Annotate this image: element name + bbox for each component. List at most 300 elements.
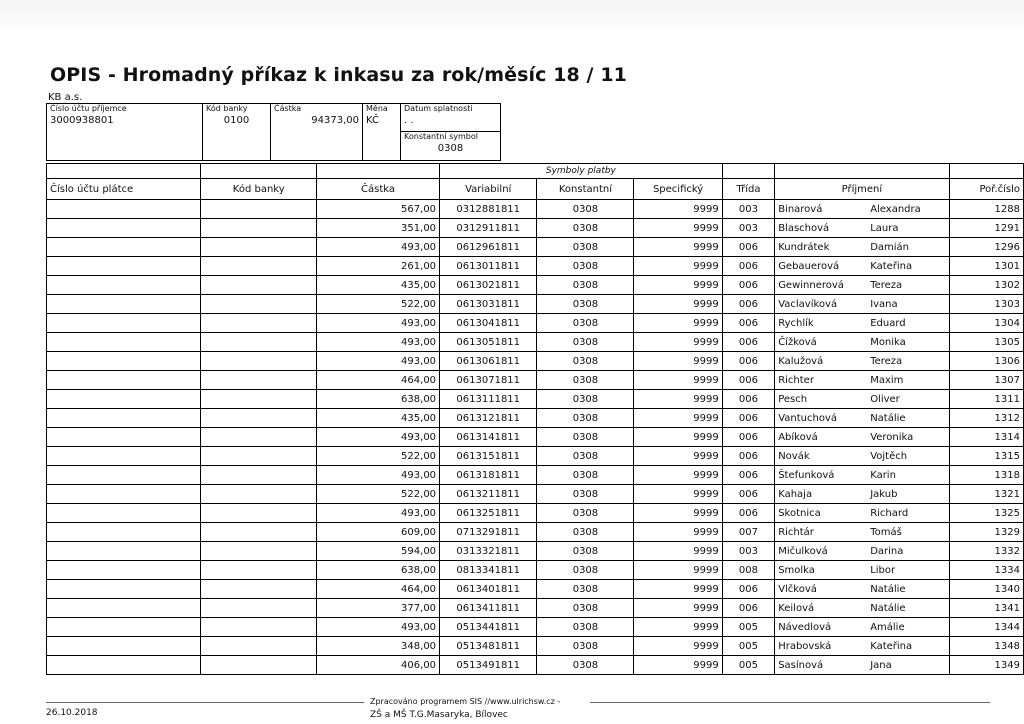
amount-cell: 377,00: [317, 599, 440, 618]
first-name: Laura: [870, 222, 899, 234]
surname: Skotnica: [778, 507, 821, 519]
order-number-cell: 1321: [949, 485, 1023, 504]
name-cell: [775, 314, 949, 333]
surname: Vantuchová: [778, 412, 837, 424]
class-cell: 006: [722, 352, 774, 371]
col-constant: Konstantní: [537, 179, 634, 200]
header-summary-table: [46, 103, 501, 161]
amount-cell: 493,00: [317, 352, 440, 371]
table-row: [47, 352, 1024, 371]
payer-account-cell: [47, 599, 201, 618]
first-name: Eduard: [870, 317, 906, 329]
constant-symbol-cell: 0308: [537, 295, 634, 314]
payer-account-cell: [47, 314, 201, 333]
class-cell: 006: [722, 257, 774, 276]
payer-account-cell: [47, 219, 201, 238]
table-row: [47, 637, 1024, 656]
order-number-cell: 1301: [949, 257, 1023, 276]
col-amount: Částka: [317, 179, 440, 200]
constant-symbol-cell: 0308: [537, 276, 634, 295]
table-row: [47, 561, 1024, 580]
bank-code-cell: [201, 409, 317, 428]
footer-date: 26.10.2018: [46, 708, 98, 718]
amount-cell: 435,00: [317, 276, 440, 295]
first-name: Kateřina: [870, 260, 913, 272]
constant-symbol-cell: 0308: [537, 561, 634, 580]
bank-code-cell: [201, 276, 317, 295]
amount-cell: 522,00: [317, 485, 440, 504]
class-cell: 006: [722, 428, 774, 447]
surname: Mičulková: [778, 545, 828, 557]
class-cell: 006: [722, 485, 774, 504]
constant-symbol-cell: 0308: [537, 333, 634, 352]
surname: Smolka: [778, 564, 815, 576]
name-cell: [775, 523, 949, 542]
variable-symbol-cell: 0312911811: [440, 219, 537, 238]
constant-symbol-cell: 0308: [537, 637, 634, 656]
order-number-cell: 1332: [949, 542, 1023, 561]
specific-symbol-cell: 9999: [634, 447, 722, 466]
variable-symbol-cell: 0312881811: [440, 200, 537, 219]
name-cell: [775, 409, 949, 428]
bank-code-cell: [201, 352, 317, 371]
specific-symbol-cell: 9999: [634, 561, 722, 580]
first-name: Tomáš: [870, 526, 902, 538]
bank-code-cell: [201, 428, 317, 447]
name-cell: [775, 618, 949, 637]
amount-cell: 567,00: [317, 200, 440, 219]
bank-code-cell: [201, 485, 317, 504]
order-number-cell: 1307: [949, 371, 1023, 390]
table-row: [47, 219, 1024, 238]
name-cell: [775, 295, 949, 314]
constant-symbol-cell: 0308: [537, 390, 634, 409]
footer-processed-by: Zpracováno programem SIS //www.ulrichsw.cz -: [370, 697, 561, 706]
surname: Binarová: [778, 203, 823, 215]
name-cell: [775, 371, 949, 390]
name-cell: [775, 333, 949, 352]
bank-code-cell: [201, 504, 317, 523]
amount-cell: 493,00: [317, 504, 440, 523]
payer-account-cell: [47, 333, 201, 352]
bank-code-value: 0100: [223, 115, 250, 126]
constant-symbol-cell: 0308: [537, 504, 634, 523]
first-name: Veronika: [870, 431, 914, 443]
first-name: Alexandra: [870, 203, 921, 215]
class-cell: 006: [722, 409, 774, 428]
payer-account-cell: [47, 618, 201, 637]
name-cell: [775, 428, 949, 447]
bank-code-cell: [201, 257, 317, 276]
specific-symbol-cell: 9999: [634, 504, 722, 523]
table-row: [47, 542, 1024, 561]
class-cell: 005: [722, 656, 774, 675]
table-row: [47, 656, 1024, 675]
name-cell: [775, 447, 949, 466]
constant-symbol-cell: 0308: [537, 219, 634, 238]
bank-code-cell: [201, 295, 317, 314]
table-row: [47, 390, 1024, 409]
class-cell: 006: [722, 447, 774, 466]
first-name: Monika: [870, 336, 906, 348]
amount-cell: 493,00: [317, 238, 440, 257]
payer-account-cell: [47, 257, 201, 276]
class-cell: 006: [722, 238, 774, 257]
name-cell: [775, 200, 949, 219]
class-cell: 006: [722, 599, 774, 618]
specific-symbol-cell: 9999: [634, 200, 722, 219]
first-name: Karin: [870, 469, 896, 481]
first-name: Natálie: [870, 602, 906, 614]
table-row: [47, 580, 1024, 599]
due-date-label: Datum splatnosti: [404, 104, 473, 113]
class-cell: 006: [722, 314, 774, 333]
order-number-cell: 1341: [949, 599, 1023, 618]
bank-code-cell: [201, 219, 317, 238]
surname: Vlčková: [778, 583, 817, 595]
table-row: [47, 599, 1024, 618]
amount-cell: 464,00: [317, 580, 440, 599]
class-cell: 006: [722, 504, 774, 523]
variable-symbol-cell: 0613121811: [440, 409, 537, 428]
table-row: [47, 276, 1024, 295]
recipient-account-value: 3000938801: [50, 115, 114, 126]
order-number-cell: 1340: [949, 580, 1023, 599]
constant-symbol-label: Konstantní symbol: [404, 132, 478, 141]
specific-symbol-cell: 9999: [634, 428, 722, 447]
amount-cell: 638,00: [317, 561, 440, 580]
surname: Gebauerová: [778, 260, 840, 272]
specific-symbol-cell: 9999: [634, 618, 722, 637]
variable-symbol-cell: 0513491811: [440, 656, 537, 675]
order-number-cell: 1305: [949, 333, 1023, 352]
specific-symbol-cell: 9999: [634, 409, 722, 428]
constant-symbol-cell: 0308: [537, 428, 634, 447]
bank-code-cell: [201, 561, 317, 580]
variable-symbol-cell: 0613401811: [440, 580, 537, 599]
payer-account-cell: [47, 276, 201, 295]
constant-symbol-cell: 0308: [537, 352, 634, 371]
payer-account-cell: [47, 542, 201, 561]
order-number-cell: 1288: [949, 200, 1023, 219]
table-row: [47, 485, 1024, 504]
amount-cell: 261,00: [317, 257, 440, 276]
order-number-cell: 1314: [949, 428, 1023, 447]
constant-symbol-cell: 0308: [537, 580, 634, 599]
payer-account-cell: [47, 466, 201, 485]
class-cell: 006: [722, 580, 774, 599]
class-cell: 006: [722, 295, 774, 314]
bank-code-cell: [201, 580, 317, 599]
col-class: Třída: [722, 179, 774, 200]
payer-account-cell: [47, 561, 201, 580]
order-number-cell: 1306: [949, 352, 1023, 371]
name-cell: [775, 352, 949, 371]
col-bank-code: Kód banky: [201, 179, 317, 200]
order-number-cell: 1318: [949, 466, 1023, 485]
footer-rule-left: [46, 702, 364, 703]
order-number-cell: 1311: [949, 390, 1023, 409]
surname: Blaschová: [778, 222, 830, 234]
amount-cell: 493,00: [317, 428, 440, 447]
table-row: [47, 314, 1024, 333]
surname: Keilová: [778, 602, 815, 614]
specific-symbol-cell: 9999: [634, 637, 722, 656]
specific-symbol-cell: 9999: [634, 276, 722, 295]
surname: Kundrátek: [778, 241, 830, 253]
payer-account-cell: [47, 390, 201, 409]
name-cell: [775, 599, 949, 618]
recipient-account-label: Číslo účtu příjemce: [50, 104, 127, 113]
page-title: OPIS - Hromadný příkaz k inkasu za rok/měsíc 18 / 11: [50, 64, 627, 86]
due-date-cell: [401, 104, 501, 161]
name-cell: [775, 561, 949, 580]
name-cell: [775, 656, 949, 675]
bank-code-cell: [201, 523, 317, 542]
amount-cell: 522,00: [317, 447, 440, 466]
variable-symbol-cell: 0613011811: [440, 257, 537, 276]
specific-symbol-cell: 9999: [634, 599, 722, 618]
class-cell: 006: [722, 333, 774, 352]
amount-label: Částka: [274, 104, 302, 113]
bank-code-cell: [201, 466, 317, 485]
constant-symbol-cell: 0308: [537, 257, 634, 276]
class-cell: 005: [722, 637, 774, 656]
variable-symbol-cell: 0613411811: [440, 599, 537, 618]
first-name: Natálie: [870, 583, 906, 595]
payer-account-cell: [47, 371, 201, 390]
bank-code-cell: [201, 371, 317, 390]
variable-symbol-cell: 0613051811: [440, 333, 537, 352]
class-cell: 007: [722, 523, 774, 542]
surname: Kahaja: [778, 488, 813, 500]
table-row: [47, 333, 1024, 352]
surname: Kalužová: [778, 355, 824, 367]
constant-symbol-cell: 0308: [537, 466, 634, 485]
specific-symbol-cell: 9999: [634, 333, 722, 352]
specific-symbol-cell: 9999: [634, 295, 722, 314]
payer-account-cell: [47, 409, 201, 428]
surname: Richter: [778, 374, 814, 386]
constant-symbol-cell: 0308: [537, 409, 634, 428]
amount-cell: 493,00: [317, 314, 440, 333]
surname: Richtár: [778, 526, 814, 538]
currency-cell: [363, 104, 401, 161]
constant-symbol-cell: 0308: [537, 656, 634, 675]
name-cell: [775, 257, 949, 276]
amount-cell: 493,00: [317, 618, 440, 637]
amount-cell: 594,00: [317, 542, 440, 561]
payer-account-cell: [47, 637, 201, 656]
constant-symbol-cell: 0308: [537, 447, 634, 466]
variable-symbol-cell: 0613251811: [440, 504, 537, 523]
col-surname: Příjmení: [775, 179, 949, 200]
table-row: [47, 409, 1024, 428]
variable-symbol-cell: 0613061811: [440, 352, 537, 371]
bank-code-cell: [201, 542, 317, 561]
payer-account-cell: [47, 428, 201, 447]
constant-symbol-cell: 0308: [537, 371, 634, 390]
bank-code-cell: [201, 238, 317, 257]
table-row: [47, 618, 1024, 637]
specific-symbol-cell: 9999: [634, 580, 722, 599]
order-number-cell: 1329: [949, 523, 1023, 542]
payer-account-cell: [47, 238, 201, 257]
constant-symbol-value: 0308: [437, 143, 464, 154]
bank-code-cell: [201, 618, 317, 637]
class-cell: 003: [722, 219, 774, 238]
surname: Vaclavíková: [778, 298, 838, 310]
first-name: Jana: [870, 659, 892, 671]
specific-symbol-cell: 9999: [634, 238, 722, 257]
payments-table: [46, 163, 1024, 675]
variable-symbol-cell: 0313321811: [440, 542, 537, 561]
payer-account-cell: [47, 200, 201, 219]
table-row: [47, 523, 1024, 542]
amount-cell: 348,00: [317, 637, 440, 656]
order-number-cell: 1348: [949, 637, 1023, 656]
class-cell: 006: [722, 276, 774, 295]
col-specific: Specifický: [634, 179, 722, 200]
amount-cell: 435,00: [317, 409, 440, 428]
class-cell: 005: [722, 618, 774, 637]
order-number-cell: 1296: [949, 238, 1023, 257]
surname: Čížková: [778, 336, 817, 348]
order-number-cell: 1303: [949, 295, 1023, 314]
first-name: Ivana: [870, 298, 898, 310]
currency-label: Měna: [366, 104, 388, 113]
order-number-cell: 1312: [949, 409, 1023, 428]
first-name: Amálie: [870, 621, 905, 633]
column-header-row: [47, 179, 1024, 200]
specific-symbol-cell: 9999: [634, 523, 722, 542]
bank-code-cell: [201, 656, 317, 675]
first-name: Richard: [870, 507, 909, 519]
table-row: [47, 466, 1024, 485]
class-cell: 006: [722, 390, 774, 409]
class-cell: 006: [722, 466, 774, 485]
due-date-value: . .: [404, 115, 414, 126]
variable-symbol-cell: 0613141811: [440, 428, 537, 447]
first-name: Oliver: [870, 393, 900, 405]
variable-symbol-cell: 0612961811: [440, 238, 537, 257]
recipient-account-cell: [47, 104, 203, 161]
specific-symbol-cell: 9999: [634, 314, 722, 333]
surname: Hrabovská: [778, 640, 832, 652]
bank-code-cell: [201, 200, 317, 219]
specific-symbol-cell: 9999: [634, 542, 722, 561]
payer-account-cell: [47, 447, 201, 466]
amount-cell: 493,00: [317, 333, 440, 352]
order-number-cell: 1315: [949, 447, 1023, 466]
first-name: Natálie: [870, 412, 906, 424]
variable-symbol-cell: 0613071811: [440, 371, 537, 390]
scan-shadow: [0, 0, 1024, 34]
surname: Sasínová: [778, 659, 824, 671]
first-name: Libor: [870, 564, 896, 576]
specific-symbol-cell: 9999: [634, 219, 722, 238]
amount-value: 94373,00: [311, 115, 359, 126]
order-number-cell: 1349: [949, 656, 1023, 675]
table-row: [47, 238, 1024, 257]
name-cell: [775, 637, 949, 656]
constant-symbol-cell: 0308: [537, 200, 634, 219]
surname: Rychlík: [778, 317, 814, 329]
surname: Abíková: [778, 431, 818, 443]
amount-cell: 406,00: [317, 656, 440, 675]
first-name: Darina: [870, 545, 904, 557]
variable-symbol-cell: 0613151811: [440, 447, 537, 466]
constant-symbol-cell: 0308: [537, 599, 634, 618]
bank-code-cell: [203, 104, 271, 161]
specific-symbol-cell: 9999: [634, 390, 722, 409]
amount-cell: 609,00: [317, 523, 440, 542]
bank-code-cell: [201, 599, 317, 618]
payer-account-cell: [47, 580, 201, 599]
footer-school: ZŠ a MŠ T.G.Masaryka, Bílovec: [370, 710, 508, 720]
variable-symbol-cell: 0513441811: [440, 618, 537, 637]
name-cell: [775, 466, 949, 485]
surname: Návedlová: [778, 621, 832, 633]
variable-symbol-cell: 0713291811: [440, 523, 537, 542]
bank-name: KB a.s.: [48, 92, 83, 103]
variable-symbol-cell: 0613041811: [440, 314, 537, 333]
variable-symbol-cell: 0613021811: [440, 276, 537, 295]
col-payer-account: Číslo účtu plátce: [47, 179, 201, 200]
order-number-cell: 1334: [949, 561, 1023, 580]
bank-code-cell: [201, 314, 317, 333]
payer-account-cell: [47, 295, 201, 314]
specific-symbol-cell: 9999: [634, 257, 722, 276]
bank-code-label: Kód banky: [206, 104, 248, 113]
amount-cell: [271, 104, 363, 161]
surname: Novák: [778, 450, 810, 462]
payer-account-cell: [47, 523, 201, 542]
specific-symbol-cell: 9999: [634, 466, 722, 485]
variable-symbol-cell: 0613111811: [440, 390, 537, 409]
surname: Štefunková: [778, 469, 835, 481]
specific-symbol-cell: 9999: [634, 371, 722, 390]
name-cell: [775, 504, 949, 523]
amount-cell: 522,00: [317, 295, 440, 314]
variable-symbol-cell: 0513481811: [440, 637, 537, 656]
order-number-cell: 1344: [949, 618, 1023, 637]
class-cell: 003: [722, 200, 774, 219]
variable-symbol-cell: 0613031811: [440, 295, 537, 314]
amount-cell: 638,00: [317, 390, 440, 409]
bank-code-cell: [201, 390, 317, 409]
name-cell: [775, 276, 949, 295]
payer-account-cell: [47, 352, 201, 371]
variable-symbol-cell: 0613181811: [440, 466, 537, 485]
col-order: Poř.číslo: [949, 179, 1023, 200]
currency-value: KČ: [366, 115, 379, 126]
name-cell: [775, 580, 949, 599]
table-row: [47, 504, 1024, 523]
symbols-group-row: [47, 164, 1024, 179]
class-cell: 006: [722, 371, 774, 390]
table-row: [47, 257, 1024, 276]
constant-symbol-cell: 0308: [537, 238, 634, 257]
variable-symbol-cell: 0613211811: [440, 485, 537, 504]
class-cell: 008: [722, 561, 774, 580]
constant-symbol-cell: 0308: [537, 485, 634, 504]
amount-cell: 351,00: [317, 219, 440, 238]
name-cell: [775, 485, 949, 504]
symbols-group-header: Symboly platby: [440, 164, 723, 179]
surname: Pesch: [778, 393, 808, 405]
payer-account-cell: [47, 504, 201, 523]
